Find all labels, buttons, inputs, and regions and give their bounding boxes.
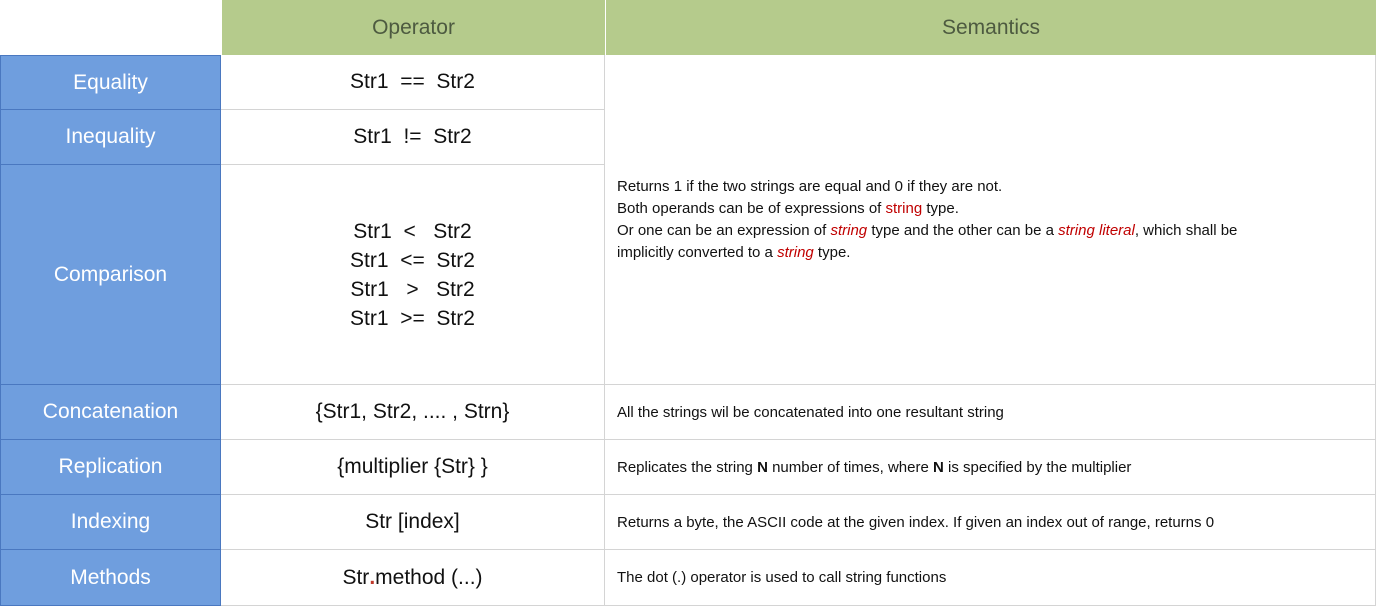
keyword-string-literal: string literal — [1058, 221, 1135, 239]
semantics-replication — [605, 440, 1376, 495]
bold-n: N — [933, 458, 944, 476]
operator-greater-equal: Str1 >= Str2 — [350, 306, 475, 330]
operator-indexing: Str [index] — [221, 495, 605, 550]
operator-equality: Str1 == Str2 — [221, 55, 605, 110]
row-label-comparison: Comparison — [0, 165, 221, 385]
header-semantics: Semantics — [605, 0, 1376, 55]
semantics-line-2 — [617, 198, 1237, 220]
text: is specified by the multiplier — [943, 458, 1132, 476]
text: Replicates the string — [617, 458, 758, 476]
row-label-equality: Equality — [0, 55, 221, 110]
header-operator: Operator — [221, 0, 605, 55]
row-label-indexing: Indexing — [0, 495, 221, 550]
row-label-inequality: Inequality — [0, 110, 221, 165]
semantics-indexing: Returns a byte, the ASCII code at the given index. If given an index out of range, returns 0 — [605, 495, 1376, 550]
text: number of times, where — [767, 458, 933, 476]
operator-less-equal: Str1 <= Str2 — [350, 248, 475, 272]
text: type and the other can be a — [867, 221, 1059, 239]
operator-greater-than: Str1 > Str2 — [350, 277, 475, 301]
operator-methods — [221, 550, 605, 606]
semantics-line-1: Returns 1 if the two strings are equal and 0 if they are not. — [617, 177, 1003, 195]
keyword-string: string — [777, 243, 814, 261]
row-label-replication: Replication — [0, 440, 221, 495]
operator-less-than: Str1 < Str2 — [353, 219, 472, 243]
keyword-string: string — [885, 199, 923, 217]
semantics-line-4 — [617, 242, 1237, 264]
semantics-comparison-group — [605, 55, 1376, 385]
text: implicitly converted to a — [617, 243, 778, 261]
row-label-concatenation: Concatenation — [0, 385, 221, 440]
semantics-line-3 — [617, 220, 1237, 242]
text: method (...) — [375, 565, 483, 589]
text: , which shall be — [1134, 221, 1238, 239]
semantics-concatenation: All the strings wil be concatenated into one resultant string — [605, 385, 1376, 440]
text: type. — [922, 199, 959, 217]
dot-operator: . — [369, 565, 376, 589]
operator-replication: {multiplier {Str} } — [221, 440, 605, 495]
text: Str — [342, 565, 370, 589]
text: Or one can be an expression of — [617, 221, 831, 239]
row-label-methods: Methods — [0, 550, 221, 606]
semantics-methods: The dot (.) operator is used to call string functions — [605, 550, 1376, 606]
text: Both operands can be of expressions of — [617, 199, 886, 217]
bold-n: N — [757, 458, 768, 476]
operator-inequality: Str1 != Str2 — [221, 110, 605, 165]
text: type. — [813, 243, 851, 261]
keyword-string: string — [830, 221, 868, 239]
operator-concatenation: {Str1, Str2, .... , Strn} — [221, 385, 605, 440]
operator-comparison — [221, 165, 605, 385]
table-corner — [0, 0, 221, 55]
